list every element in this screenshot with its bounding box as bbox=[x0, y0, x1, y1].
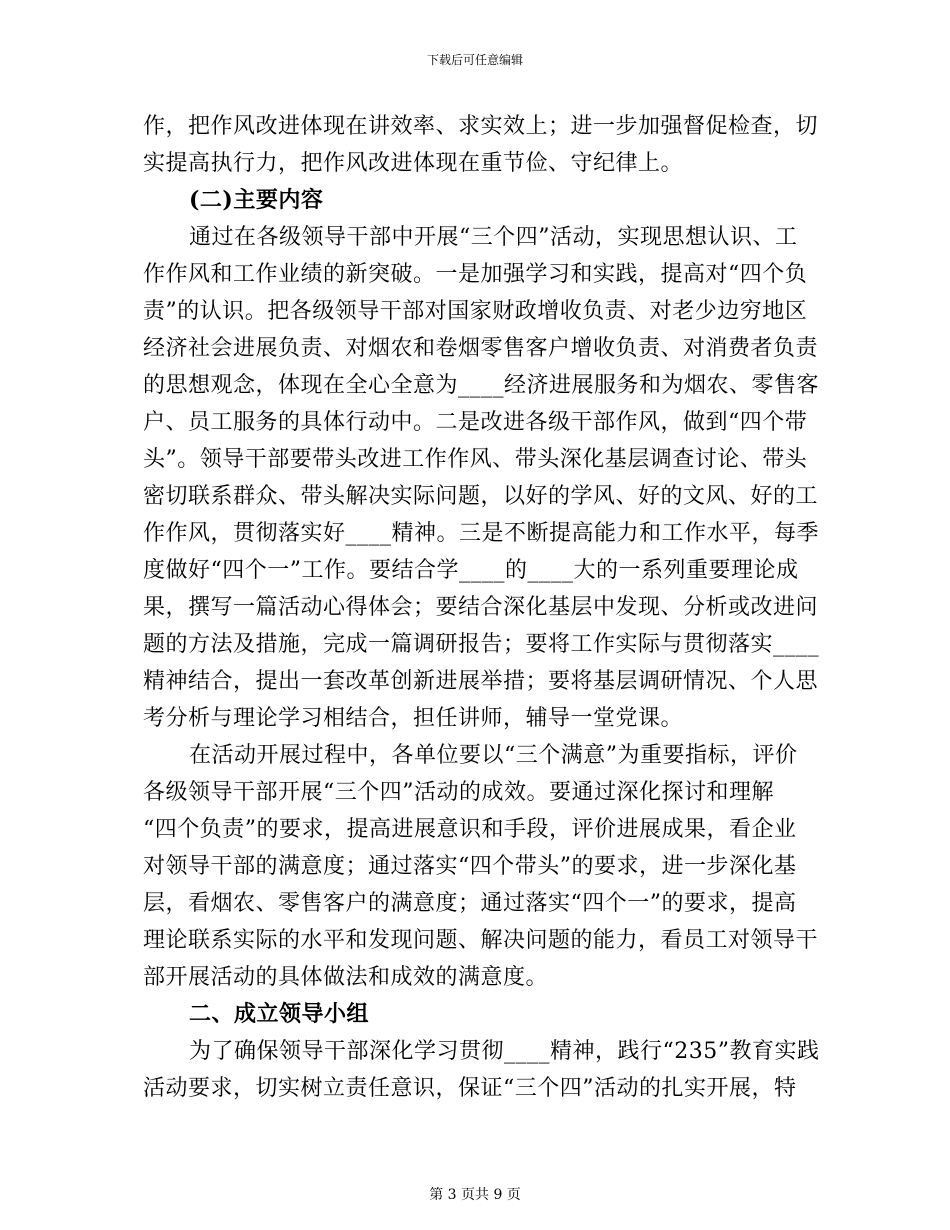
text-line: 度做好“四个一”工作。要结合学____的____大的一系列重要理论成 bbox=[143, 558, 799, 583]
document-body bbox=[143, 108, 820, 1107]
section-heading: (二)主要内容 bbox=[189, 187, 324, 213]
text-line: 的思想观念，体现在全心全意为____经济进展服务和为烟农、零售客 bbox=[143, 373, 820, 398]
text-line: 责”的认识。把各级领导干部对国家财政增收负责、对老少边穷地区 bbox=[143, 299, 808, 324]
text-line: 考分析与理论学习相结合，担任讲师，辅导一堂党课。 bbox=[143, 706, 684, 731]
text-line: 经济社会进展负责、对烟农和卷烟零售客户增收负责、对消费者负责 bbox=[143, 336, 819, 361]
text-line: “四个负责”的要求，提高进展意识和手段，评价进展成果，看企业 bbox=[143, 817, 797, 842]
text-line: 题的方法及措施，完成一篇调研报告；要将工作实际与贯彻落实____ bbox=[143, 632, 820, 657]
section-heading: 二、成立领导小组 bbox=[189, 1001, 370, 1027]
text-line: 户、员工服务的具体行动中。二是改进各级干部作风，做到“四个带 bbox=[143, 410, 808, 435]
text-line: 密切联系群众、带头解决实际问题，以好的学风、好的文风、好的工 bbox=[143, 484, 819, 509]
text-line: 为了确保领导干部深化学习贯彻____精神，践行“235”教育实践 bbox=[189, 1039, 820, 1064]
text-line: 作作风，贯彻落实好____精神。三是不断提高能力和工作水平，每季 bbox=[143, 521, 820, 546]
text-line: 作作风和工作业绩的新突破。一是加强学习和实践，提高对“四个负 bbox=[143, 262, 808, 287]
text-line: 理论联系实际的水平和发现问题、解决问题的能力，看员工对领导干 bbox=[143, 928, 819, 953]
text-line: 精神结合，提出一套改革创新进展举措；要将基层调研情况、个人思 bbox=[143, 669, 819, 694]
text-line: 活动要求，切实树立责任意识，保证“三个四”活动的扎实开展，特 bbox=[143, 1076, 797, 1101]
text-line: 各级领导干部开展“三个四”活动的成效。要通过深化探讨和理解 bbox=[143, 780, 774, 805]
page-header: 下载后可任意编辑 bbox=[426, 53, 523, 67]
text-line: 部开展活动的具体做法和成效的满意度。 bbox=[143, 965, 549, 990]
text-line: 头”。领导干部要带头改进工作作风、带头深化基层调查讨论、带头 bbox=[143, 447, 808, 472]
text-line: 作，把作风改进体现在讲效率、求实效上；进一步加强督促检查，切 bbox=[143, 114, 819, 139]
text-line: 通过在各级领导干部中开展“三个四”活动，实现思想认识、工 bbox=[189, 225, 798, 250]
text-line: 层，看烟农、零售客户的满意度；通过落实“四个一”的要求，提高 bbox=[143, 891, 797, 916]
text-line: 果，撰写一篇活动心得体会；要结合深化基层中发现、分析或改进问 bbox=[143, 595, 819, 620]
text-line: 实提高执行力，把作风改进体现在重节俭、守纪律上。 bbox=[143, 151, 684, 176]
text-line: 在活动开展过程中，各单位要以“三个满意”为重要指标，评价 bbox=[189, 743, 798, 768]
page-number-footer: 第 3 页共 9 页 bbox=[429, 1187, 521, 1203]
text-line: 对领导干部的满意度；通过落实“四个带头”的要求，进一步深化基 bbox=[143, 854, 797, 879]
